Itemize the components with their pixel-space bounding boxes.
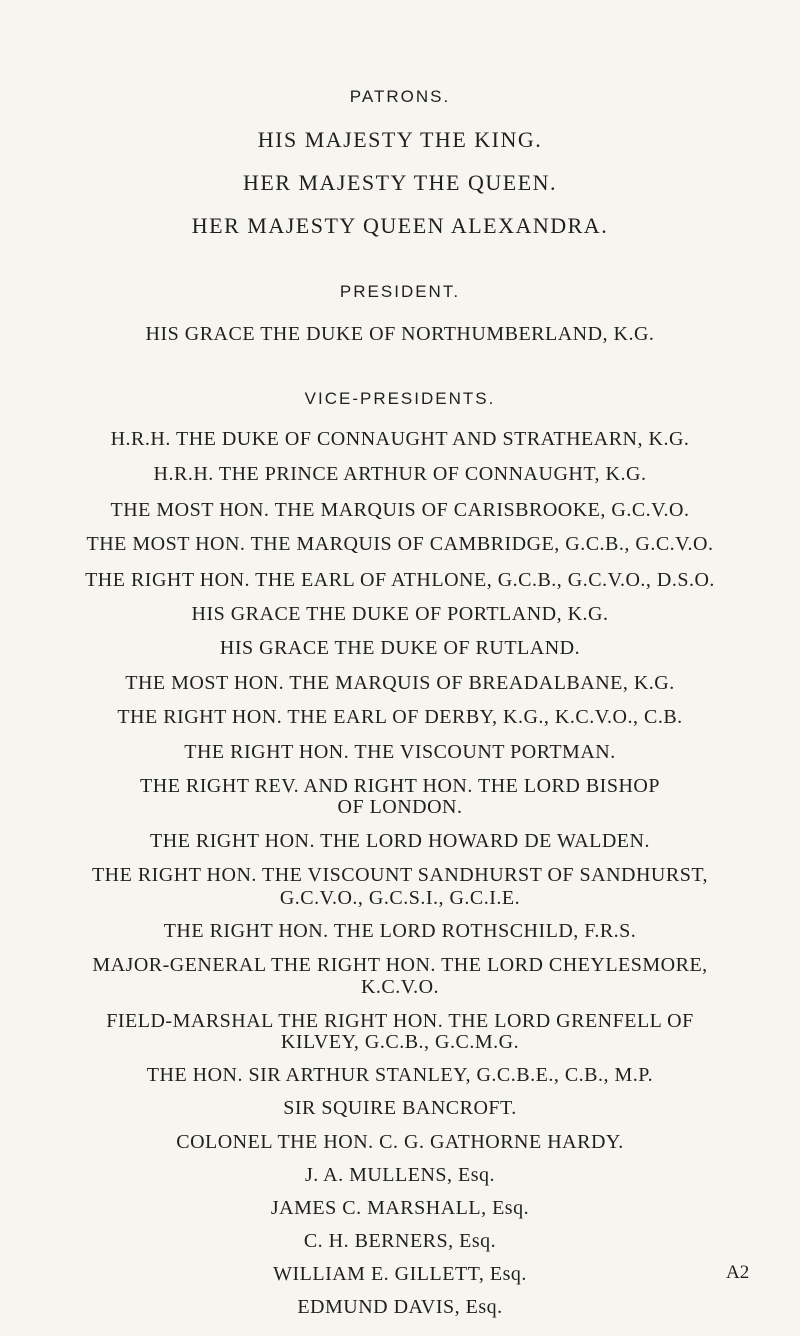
vice-president-line: J. A. MULLENS, Esq.: [304, 1164, 496, 1186]
vice-president-line: THE RIGHT HON. THE LORD HOWARD DE WALDEN.: [150, 830, 650, 852]
vice-president-line: THE RIGHT HON. THE EARL OF DERBY, K.G., K.C.V.O., C.B.: [117, 706, 683, 728]
vice-president-line: THE MOST HON. THE MARQUIS OF BREADALBANE, K.G.: [125, 672, 675, 694]
vice-president-line: H.R.H. THE DUKE OF CONNAUGHT AND STRATHEARN, K.G.: [110, 428, 690, 450]
vice-president-line: FIELD-MARSHAL THE RIGHT HON. THE LORD GRENFELL OF: [106, 1010, 694, 1032]
vice-president-line: SIR SQUIRE BANCROFT.: [283, 1097, 517, 1119]
vice-president-line: THE RIGHT REV. AND RIGHT HON. THE LORD BISHOP: [140, 775, 660, 797]
signature-mark: A2: [726, 1262, 750, 1283]
patron-line: HER MAJESTY QUEEN ALEXANDRA.: [191, 213, 609, 238]
vice-president-line: WILLIAM E. GILLETT, Esq.: [273, 1263, 527, 1285]
vice-president-line: KILVEY, G.C.B., G.C.M.G.: [280, 1031, 520, 1053]
vice-president-line: THE RIGHT HON. THE VISCOUNT PORTMAN.: [184, 741, 616, 763]
vice-president-line: K.C.V.O.: [360, 976, 440, 998]
vice-president-line: THE MOST HON. THE MARQUIS OF CAMBRIDGE, G.C.B., G.C.V.O.: [86, 533, 714, 555]
vice-president-line: THE MOST HON. THE MARQUIS OF CARISBROOKE, G.C.V.O.: [110, 499, 690, 521]
vice-president-line: THE HON. SIR ARTHUR STANLEY, G.C.B.E., C.B., M.P.: [146, 1064, 654, 1086]
vice-president-line: G.C.V.O., G.C.S.I., G.C.I.E.: [279, 887, 521, 909]
vice-president-line: THE RIGHT HON. THE LORD ROTHSCHILD, F.R.S.: [163, 920, 637, 942]
vice-president-line: HIS GRACE THE DUKE OF PORTLAND, K.G.: [191, 603, 609, 625]
president-heading: PRESIDENT.: [339, 282, 461, 301]
vice-president-line: COLONEL THE HON. C. G. GATHORNE HARDY.: [176, 1131, 624, 1153]
vice-presidents-heading: VICE-PRESIDENTS.: [304, 389, 496, 408]
vice-president-line: THE RIGHT HON. THE VISCOUNT SANDHURST OF SANDHURST,: [91, 864, 709, 886]
vice-president-line: JAMES C. MARSHALL, Esq.: [270, 1197, 530, 1219]
patrons-heading: PATRONS.: [349, 87, 451, 106]
vice-president-line: C. H. BERNERS, Esq.: [303, 1230, 497, 1252]
president-line: HIS GRACE THE DUKE OF NORTHUMBERLAND, K.G.: [145, 323, 655, 345]
vice-president-line: EDMUND DAVIS, Esq.: [297, 1296, 503, 1318]
vice-president-line: MAJOR-GENERAL THE RIGHT HON. THE LORD CHEYLESMORE,: [92, 954, 708, 976]
vice-president-line: THE RIGHT HON. THE EARL OF ATHLONE, G.C.B., G.C.V.O., D.S.O.: [85, 569, 715, 591]
patron-line: HER MAJESTY THE QUEEN.: [242, 170, 558, 195]
patron-line: HIS MAJESTY THE KING.: [257, 127, 543, 152]
vice-president-line: OF LONDON.: [337, 796, 463, 818]
vice-president-line: H.R.H. THE PRINCE ARTHUR OF CONNAUGHT, K.G.: [153, 463, 647, 485]
vice-president-line: HIS GRACE THE DUKE OF RUTLAND.: [219, 637, 581, 659]
